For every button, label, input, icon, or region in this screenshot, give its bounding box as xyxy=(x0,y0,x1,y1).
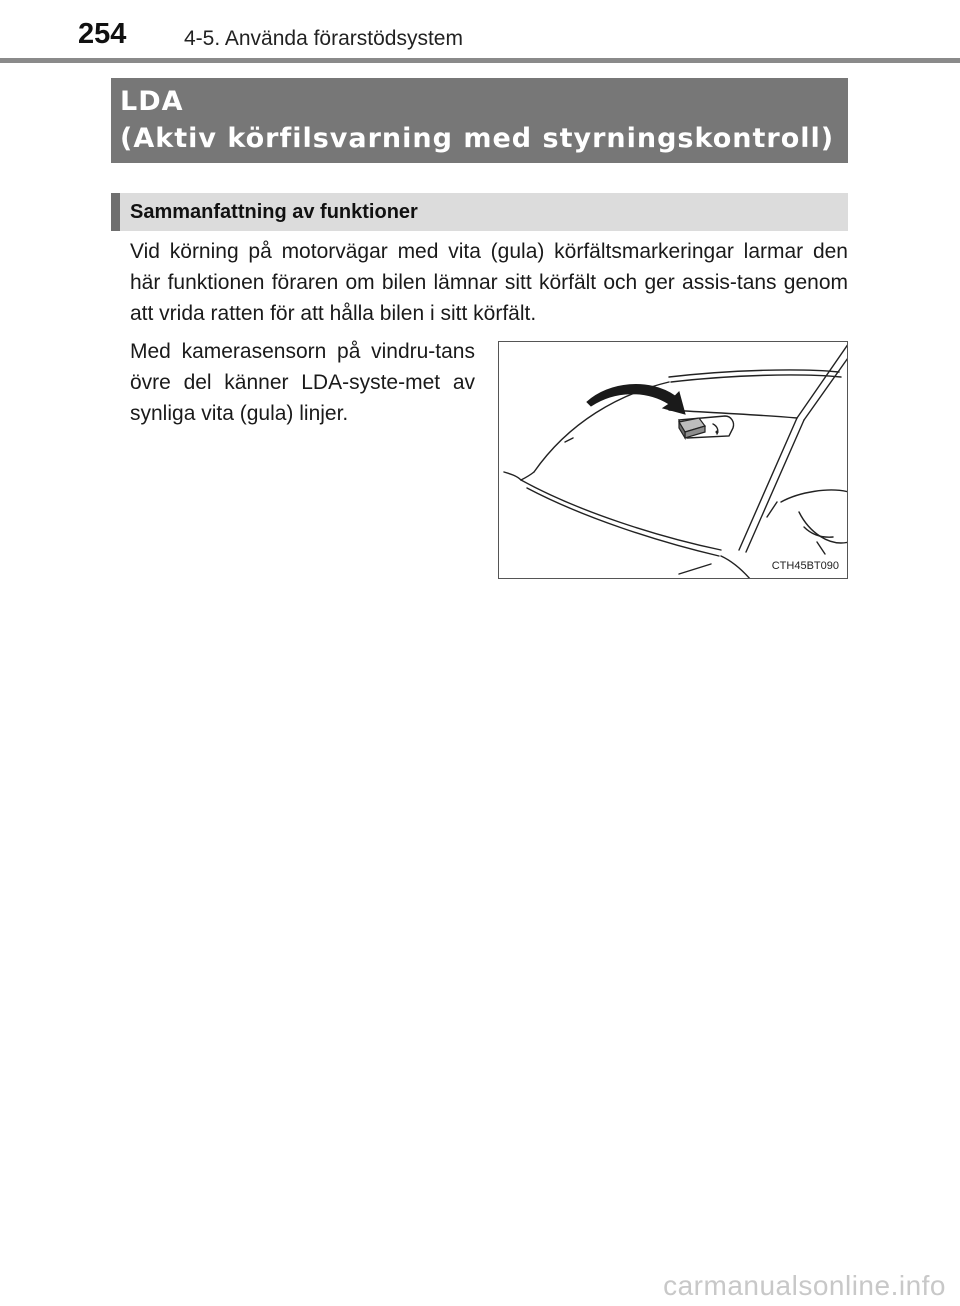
subsection-heading: Sammanfattning av funktioner xyxy=(130,201,418,223)
windshield-illustration xyxy=(499,342,848,579)
windshield-camera-figure xyxy=(498,341,848,579)
camera-paragraph: Med kamerasensorn på vindru-tans övre del känner LDA-syste-met av synliga vita (gula) linjer. xyxy=(130,340,475,425)
page-header xyxy=(0,0,960,64)
title-line-2: (Aktiv körfilsvarning med styrningskontroll) xyxy=(120,123,835,154)
page-number: 254 xyxy=(78,18,127,50)
title-line-1: LDA xyxy=(120,86,184,117)
section-title-box xyxy=(111,78,848,163)
chapter-title: 4-5. Använda förarstödsystem xyxy=(184,27,463,50)
header-divider xyxy=(0,58,960,63)
watermark: carmanualsonline.info xyxy=(663,1270,946,1301)
subsection-heading-bar xyxy=(111,193,848,231)
figure-code: CTH45BT090 xyxy=(771,560,839,572)
intro-paragraph: Vid körning på motorvägar med vita (gula) körfältsmarkeringar larmar den här funktionen föraren om bilen lämnar sitt körfält och ger assis-tans genom att vrida ratten för att hålla bilen i sitt körfält. xyxy=(130,240,848,325)
